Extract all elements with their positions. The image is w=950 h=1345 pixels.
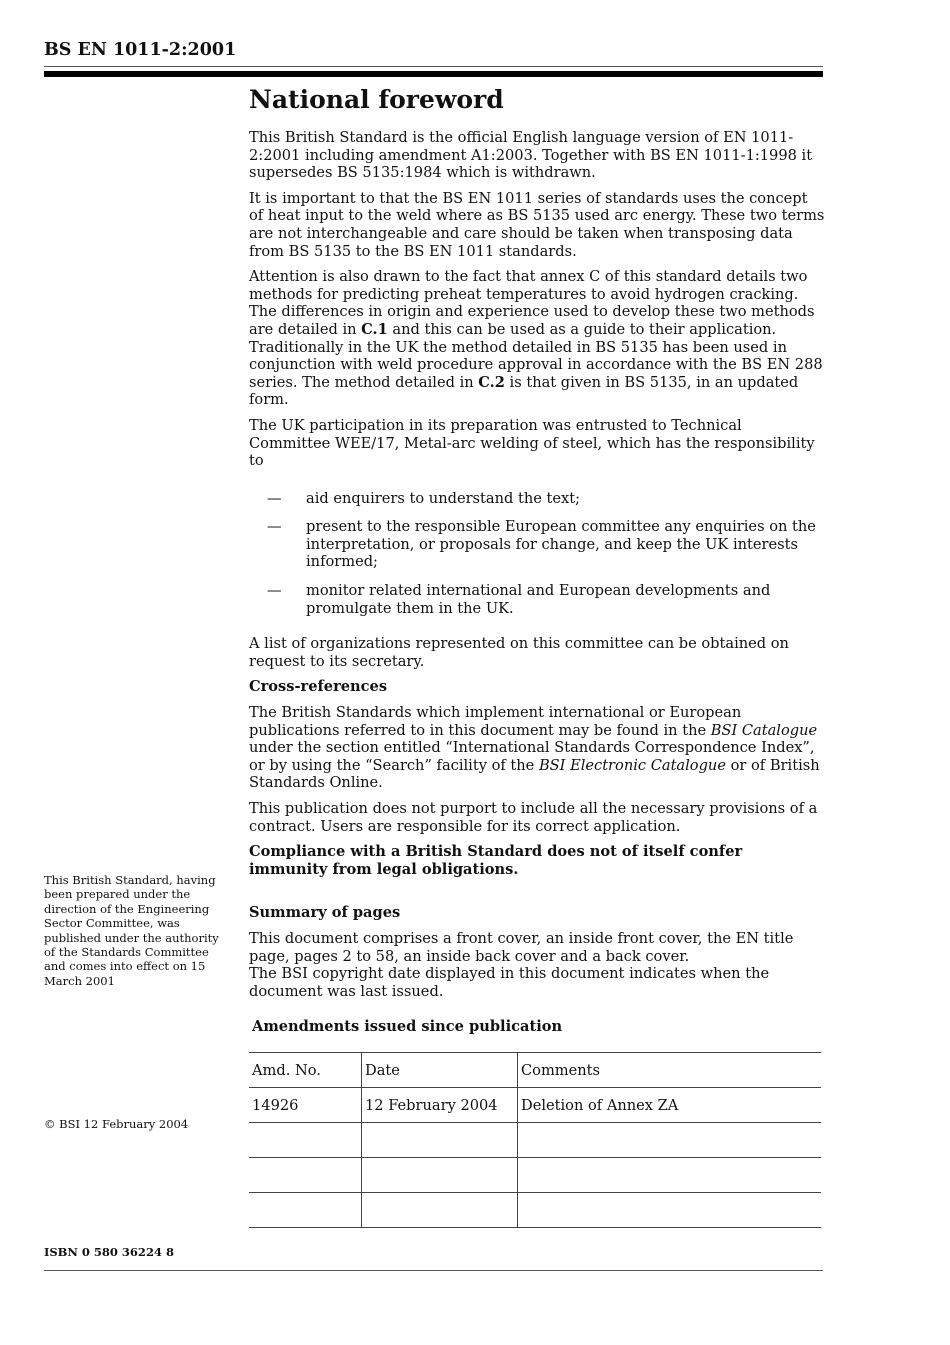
document-id: BS EN 1011-2:2001 <box>44 40 237 60</box>
header-rule-thin <box>44 66 823 67</box>
footer-rule <box>44 1270 823 1271</box>
table-cell <box>249 1158 362 1193</box>
list-item <box>249 582 825 617</box>
dash-marker: — <box>267 489 282 507</box>
ref-c2: C.2 <box>478 373 505 391</box>
compliance-statement: Compliance with a British Standard does not of itself confer immunity from legal obligations. <box>249 843 743 878</box>
column-header: Amd. No. <box>249 1053 362 1088</box>
table-row <box>249 1088 821 1123</box>
intro-paragraph: This British Standard is the official English language version of EN 1011-2:2001 including amendment A1:2003. Together with BS EN 1011-1:1998 it supersedes BS 5135:1984 which is withdrawn. <box>249 129 813 182</box>
table-cell: 14926 <box>249 1088 362 1123</box>
list-item <box>249 490 825 508</box>
table-row-empty <box>249 1158 821 1193</box>
main-content <box>249 84 825 1008</box>
header-rule-thick <box>44 71 823 77</box>
amendments-heading: Amendments issued since publication <box>252 1018 563 1035</box>
purport-paragraph: This publication does not purport to include all the necessary provisions of a contract. Users are responsible for its correct application. <box>249 800 818 835</box>
table-cell <box>362 1193 518 1228</box>
attention-text-2: and this can be used as a guide to their application. Traditionally in the UK the method detailed in BS 5135 has been used in conjunction with weld procedure approval in accordance with the BS EN 288 series. The method detailed in <box>249 320 823 391</box>
copyright-notice: © BSI 12 February 2004 <box>44 1117 189 1131</box>
table-cell <box>362 1123 518 1158</box>
responsibility-list <box>249 490 825 618</box>
cross-ref-text-3: or of British Standards Online. <box>249 756 820 792</box>
table-cell <box>518 1123 822 1158</box>
table-header-row <box>249 1053 821 1088</box>
dash-marker: — <box>267 582 282 600</box>
attention-text-3: is that given in BS 5135, in an updated form. <box>249 373 799 409</box>
participation-paragraph: The UK participation in its preparation was entrusted to Technical Committee WEE/17, Metal-arc welding of steel, which has the responsibility to <box>249 416 815 470</box>
bsi-electronic-catalogue-ref: BSI Electronic Catalogue <box>538 756 726 774</box>
list-item <box>249 518 825 571</box>
list-item-text: monitor related international and European developments and promulgate them in the UK. <box>306 582 771 617</box>
summary-heading: Summary of pages <box>249 904 401 922</box>
table-cell <box>518 1158 822 1193</box>
table-cell: 12 February 2004 <box>362 1088 518 1123</box>
publication-note: This British Standard, having been prepared under the direction of the Engineering Sector Committee, was published under the authority of the Standards Committee and comes into effect on 15 March 2001 <box>44 873 219 988</box>
ref-c1: C.1 <box>361 320 388 338</box>
list-item-text: aid enquirers to understand the text; <box>306 489 581 507</box>
amendments-table <box>249 1052 821 1228</box>
org-list-paragraph: A list of organizations represented on this committee can be obtained on request to its secretary. <box>249 635 789 670</box>
table-row-empty <box>249 1193 821 1228</box>
table-cell <box>518 1193 822 1228</box>
attention-paragraph <box>249 268 825 409</box>
summary-paragraph-1: This document comprises a front cover, an inside front cover, the EN title page, pages 2 to 58, an inside back cover and a back cover. <box>249 929 794 965</box>
attention-text-1: Attention is also drawn to the fact that annex C of this standard details two methods for predicting preheat temperatures to avoid hydrogen cracking. The differences in origin and experience used to develop these two methods are detailed in <box>249 268 815 338</box>
bsi-catalogue-ref: BSI Catalogue <box>710 721 818 739</box>
cross-references-heading: Cross-references <box>249 678 388 696</box>
cross-references-paragraph <box>249 704 825 792</box>
dash-marker: — <box>267 518 282 536</box>
table-row-empty <box>249 1123 821 1158</box>
cross-ref-text-1: The British Standards which implement international or European publications referred to in this document may be found in the <box>249 704 742 739</box>
list-item-text: present to the responsible European committee any enquiries on the interpretation, or proposals for change, and keep the UK interests informed; <box>306 518 816 571</box>
table-cell: Deletion of Annex ZA <box>518 1088 822 1123</box>
column-header: Comments <box>518 1053 822 1088</box>
heat-input-paragraph: It is important to that the BS EN 1011 series of standards uses the concept of heat input to the weld where as BS 5135 used arc energy. These two terms are not interchangeable and care should be taken when transposing data from BS 5135 to the BS EN 1011 standards. <box>249 189 825 260</box>
table-cell <box>249 1123 362 1158</box>
isbn: ISBN 0 580 36224 8 <box>44 1245 174 1259</box>
table-cell <box>362 1158 518 1193</box>
column-header: Date <box>362 1053 518 1088</box>
page-title: National foreword <box>249 85 504 114</box>
table-cell <box>249 1193 362 1228</box>
summary-paragraph-2: The BSI copyright date displayed in this document indicates when the document was last issued. <box>249 965 770 1000</box>
cross-ref-text-2: under the section entitled “International Standards Correspondence Index”, or by using the “Search” facility of the <box>249 739 815 774</box>
